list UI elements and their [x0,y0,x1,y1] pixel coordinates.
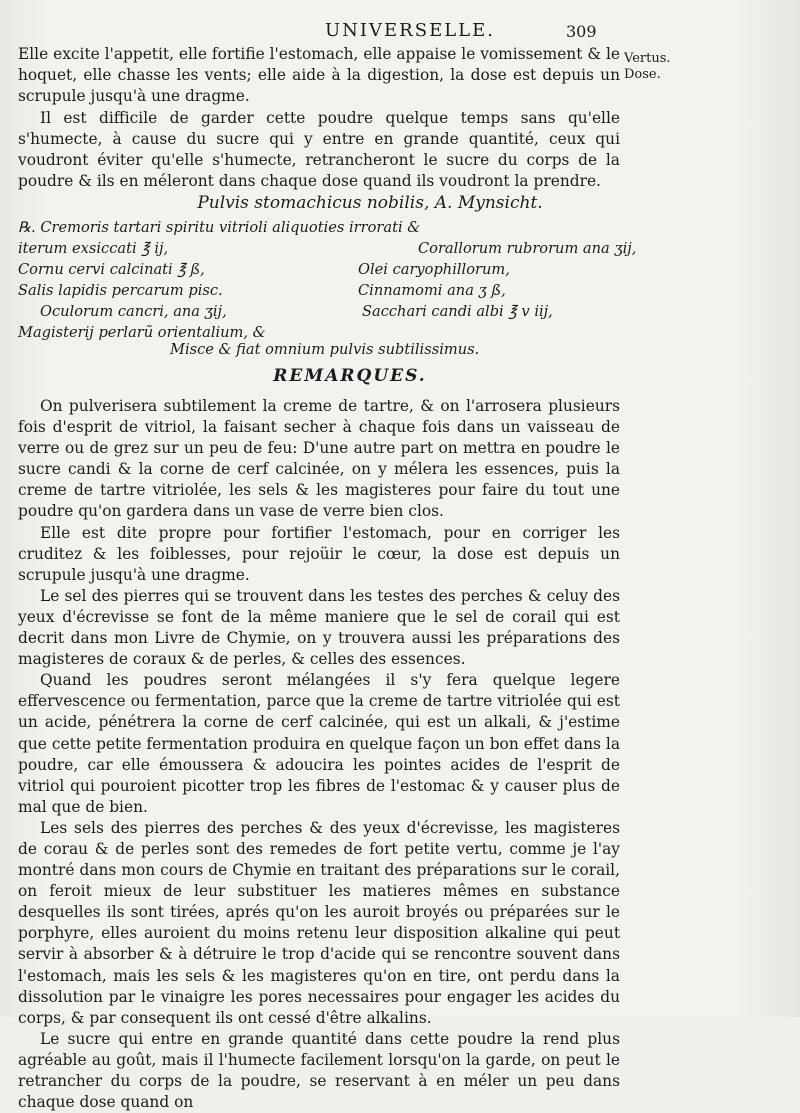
recipe-line: Cinnamomi ana ʒ ß, [358,282,506,299]
recipe-line: Magisterij perlarũ orientalium, & [18,324,266,341]
paragraph-virtues [18,44,620,107]
recipe-line: Salis lapidis percarum pisc. [18,282,223,299]
section-heading-remarques: REMARQUES. [273,366,427,386]
recipe-line: iterum exsiccati ℥ ij, [18,240,169,257]
body-paragraph: Les sels des pierres des perches & des yeux d'écrevisse, les magisteres de corau & de perles sont des remedes de fort petite vertu, comme je l'ay montré dans mon cours de Chymie en traitant des préparations sur le corail, on feroit mieux de leur substituer les matieres mêmes en substance desquelles ils sont tirées, aprés qu'on les auroit broyés ou préparées sur le porphyre, elles auroient du moins retenu leur disposition alkaline qui peut servir à absorber & à détruire le trop d'acide qui se rencontre souvent dans l'estomach, mais les sels & les magisteres qu'on en tire, ont perdu dans la dissolution par le vinaigre les pores necessaires pour engager les acides du corps, & par consequent ils ont cessé d'être alkalins. [18,818,620,1027]
body-paragraph: Le sel des pierres qui se trouvent dans les testes des perches & celuy des yeux d'écrevisse se font de la même maniere que le sel de corail qui est decrit dans mon Livre de Chymie, on y trouvera aussi les préparations des magisteres de coraux & de perles, & celles des essences. [18,586,620,669]
body-paragraph: On pulverisera subtilement la creme de tartre, & on l'arrosera plusieurs fois d'esprit de vitriol, la faisant secher à chaque fois dans un vaisseau de verre ou de grez sur un peu de feu: D'une autre part on mettra en poudre le sucre candi & la corne de cerf calcinée, on y mélera les essences, puis la creme de tartre vitriolée, les sels & les magisteres pour faire du tout une poudre qu'on gardera dans un vase de verre bien clos. [18,397,620,521]
running-title: UNIVERSELLE. [325,20,495,41]
body-paragraph: Il est difficile de garder cette poudre quelque temps sans qu'elle s'humecte, à cause du sucre qui y entre en grande quantité, ceux qui voudront éviter qu'elle s'humecte, retrancheront le sucre du corps de la poudre & ils en méleront dans chaque dose quand ils voudront la prendre. [18,109,620,191]
body-paragraph: Le sucre qui entre en grande quantité dans cette poudre la rend plus agréable au goût, mais il l'humecte facilement lorsqu'on la garde, on peut le retrancher du corps de la poudre, se reservant à en méler un peu dans chaque dose quand on [18,1029,620,1112]
body-paragraph: Elle est dite propre pour fortifier l'estomach, pour en corriger les cruditez & les foiblesses, pour rejoüir le cœur, la dose est depuis un scrupule jusqu'à une dragme. [18,523,620,584]
body-paragraph: Elle excite l'appetit, elle fortifie l'estomach, elle appaise le vomissement & le hoquet, elle chasse les vents; elle aide à la digestion, la dose est depuis un scrupule jusqu'à une dragme. [18,45,620,106]
recipe-line: Oculorum cancri, ana ʒij, [40,303,227,320]
margin-note-dose: Dose. [624,67,661,82]
body-paragraph: Quand les poudres seront mélangées il s'y fera quelque legere effervescence ou fermentation, parce que la creme de tartre vitriolée qui est un acide, pénétrera la corne de cerf calcinée, qui est un alkali, & j'estime que cette petite fermentation produira en quelque façon un bon effet dans la poudre, car elle émoussera & adoucira les pointes acides de l'esprit de vitriol qui pouroient picotter trop les fibres de l'estomac & y causer plus de mal que de bien. [18,671,620,816]
page-number: 309 [566,22,597,41]
paragraph-storage [18,108,620,192]
margin-note-vertus: Vertus. [624,51,671,66]
recipe-line: Misce & fiat omnium pulvis subtilissimus. [170,341,480,358]
recipe-line: Olei caryophillorum, [358,261,510,278]
recipe-line: Sacchari candi albi ℥ v iij, [362,303,553,320]
recipe-line: ℞. Cremoris tartari spiritu vitrioli aliquoties irrorati & [18,219,421,236]
recipe-title: Pulvis stomachicus nobilis, A. Mynsicht. [197,193,543,213]
recipe-line: Corallorum rubrorum ana ʒij, [418,240,637,257]
remarques-body [18,396,620,1113]
recipe-line: Cornu cervi calcinati ℥ ß, [18,261,205,278]
